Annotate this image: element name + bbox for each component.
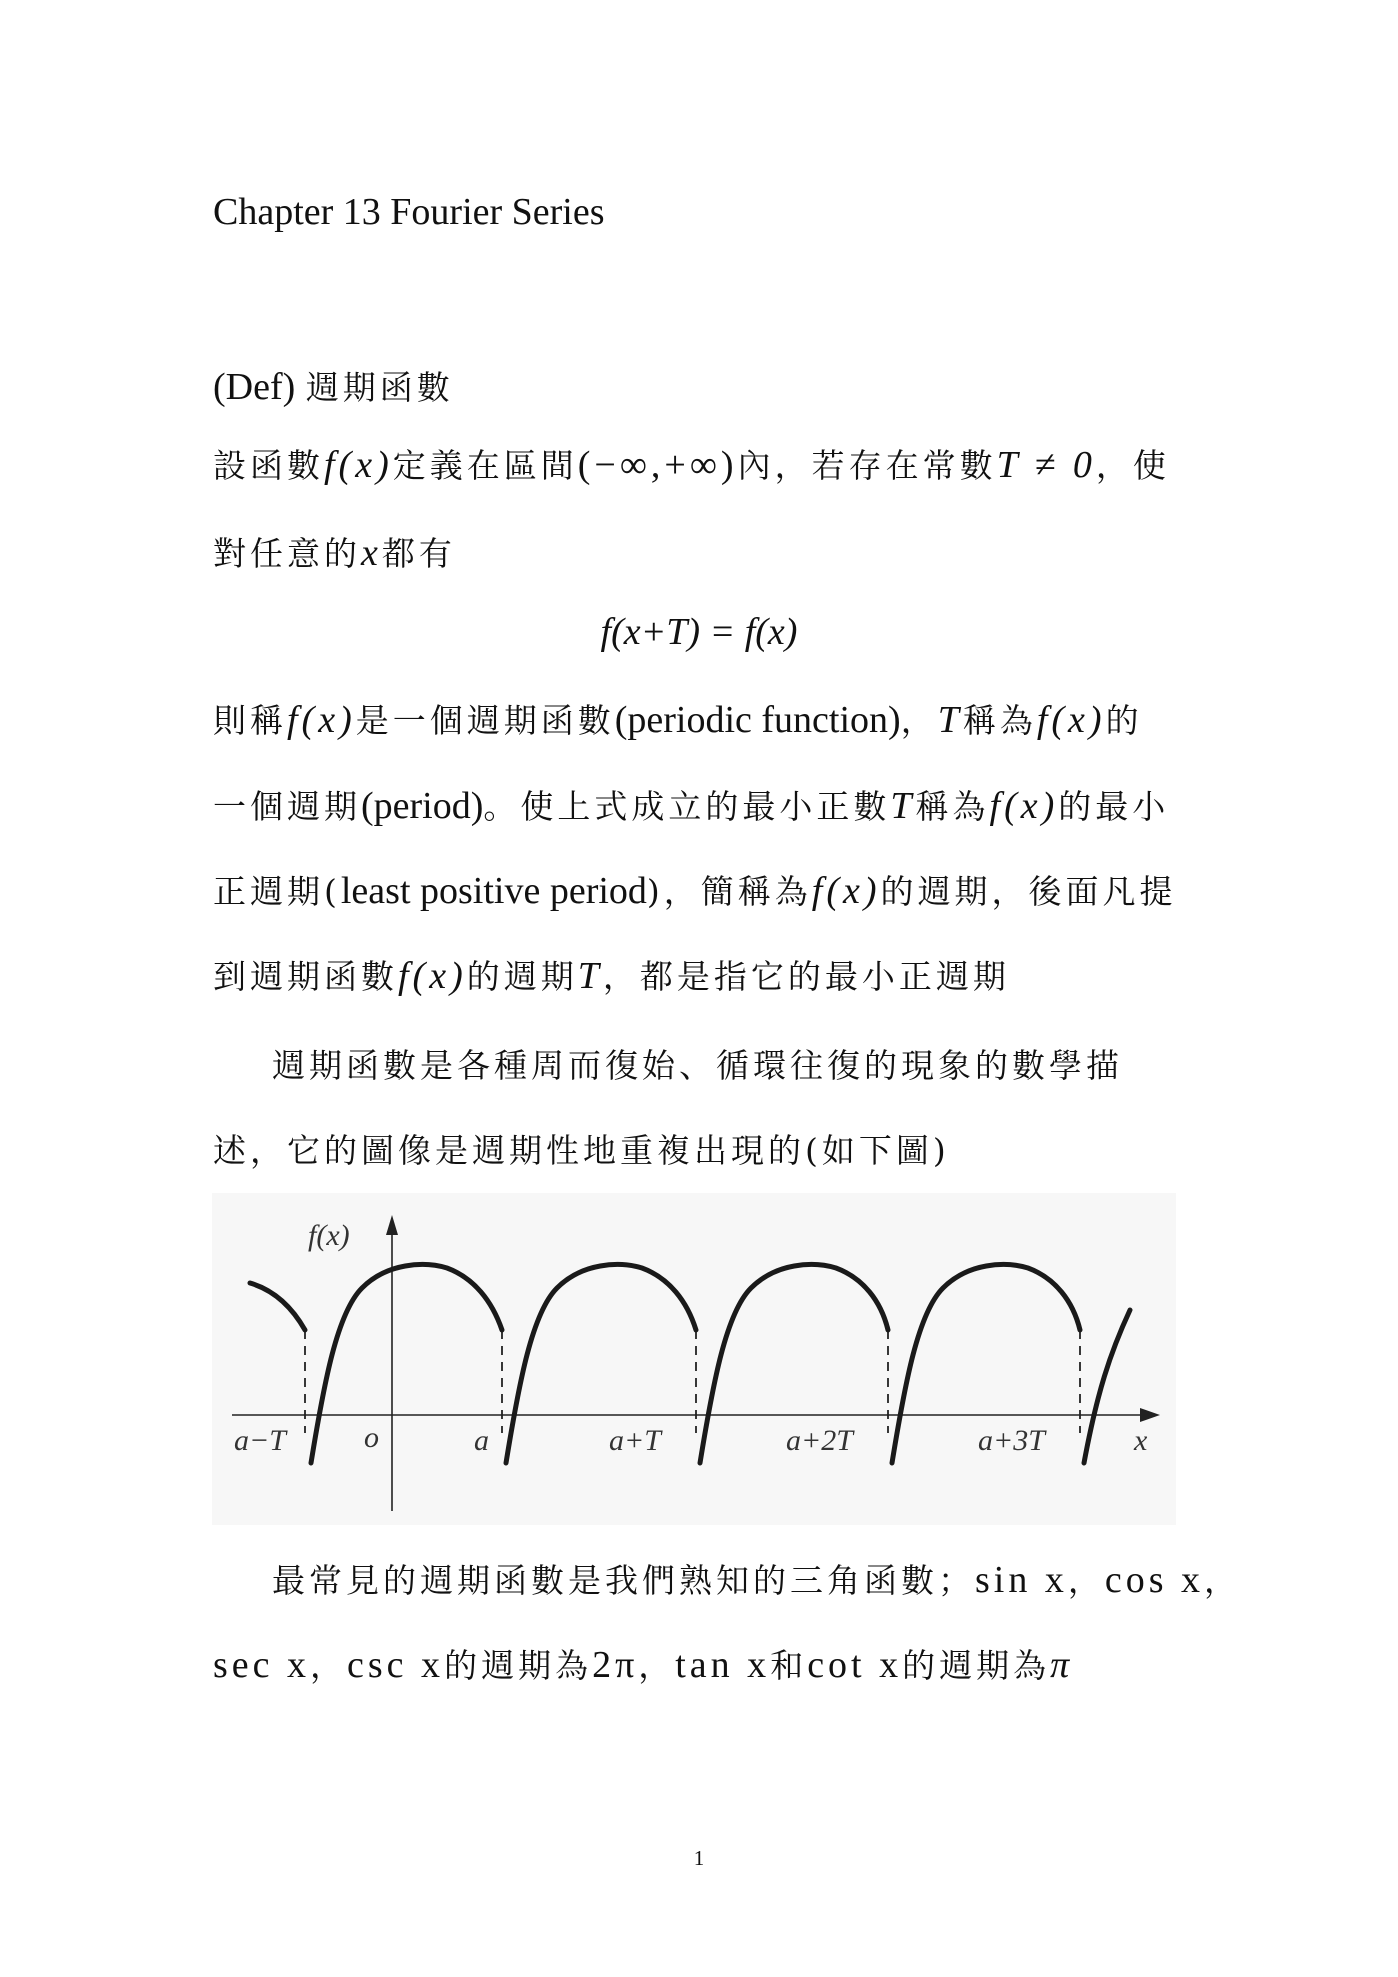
math-x: x (361, 532, 382, 574)
text: ， (1204, 1561, 1242, 1600)
tick-a-plus-3T: a+3T (978, 1424, 1045, 1457)
para1-line1 (213, 440, 1170, 487)
math-fx: f(x) (989, 785, 1059, 827)
para2-line3 (213, 866, 1177, 913)
tick-a-plus-2T: a+2T (786, 1424, 853, 1457)
para4-line2 (213, 1640, 1073, 1687)
text: 是一個週期函數 (355, 701, 615, 740)
text: ， (638, 1646, 676, 1685)
para3-line2: 述，它的圖像是週期性地重複出現的(如下圖) (213, 1131, 950, 1170)
math-2pi: 2π (592, 1644, 639, 1686)
text: ，使 (1095, 446, 1170, 485)
text: 都有 (381, 534, 456, 573)
math-csc: csc x (347, 1644, 445, 1686)
text: 最常見的週期函數是我們熟知的三角函數； (272, 1561, 975, 1600)
text: 對任意的 (213, 534, 361, 573)
text: ， (900, 701, 938, 740)
def-label: (Def) (213, 366, 296, 408)
math-sec: sec x (213, 1644, 311, 1686)
text: ， (310, 1646, 348, 1685)
math-sin: sin x (975, 1559, 1068, 1601)
text: 內，若存在常數 (737, 446, 997, 485)
text: 和 (770, 1646, 808, 1685)
text: ， (1067, 1561, 1105, 1600)
text: 的 (1105, 701, 1143, 740)
para2-line1 (213, 695, 1143, 742)
math-interval: (−∞,+∞) (577, 444, 738, 486)
text: 的週期，後面凡提 (880, 872, 1177, 911)
text: 的週期為 (902, 1646, 1051, 1685)
page-number: 1 (693, 1846, 705, 1870)
math-T: T (937, 699, 963, 741)
math-cos: cos x (1104, 1559, 1205, 1601)
text: ，都是指它的最小正週期 (602, 957, 1010, 996)
math-fx: f(x) (811, 870, 881, 912)
origin-label: o (364, 1421, 379, 1454)
math-cot: cot x (807, 1644, 903, 1686)
math-fx: f(x) (398, 955, 467, 997)
text: 正週期( (213, 872, 341, 911)
text: 稱為 (915, 787, 990, 826)
para1-line2 (213, 528, 456, 575)
x-axis-label: x (1134, 1424, 1148, 1457)
periodic-equation: f(x+T) = f(x) (600, 611, 798, 653)
text: 到週期函數 (213, 957, 398, 996)
math-fx: f(x) (324, 444, 393, 486)
text: 一個週期 (213, 787, 361, 826)
math-condition: T ≠ 0 (996, 444, 1096, 486)
text: 定義在區間 (392, 446, 578, 485)
para3-line1: 週期函數是各種周而復始、循環往復的現象的數學描 (272, 1046, 1123, 1085)
y-axis-label: f(x) (308, 1219, 350, 1252)
math-pi: π (1050, 1644, 1074, 1686)
text: 的最小 (1058, 787, 1170, 826)
figure-background (212, 1193, 1176, 1525)
text: 則稱 (213, 701, 287, 740)
text: 。使上式成立的最小正數 (483, 787, 891, 826)
periodic-function-figure (212, 1193, 1176, 1525)
text: 的週期為 (444, 1646, 593, 1685)
chapter-title: Chapter 13 Fourier Series (213, 191, 605, 233)
math-fx: f(x) (287, 699, 356, 741)
text: 稱為 (962, 701, 1037, 740)
text: 設函數 (213, 446, 324, 485)
tick-a-minus-T: a−T (234, 1424, 286, 1457)
english-term: least positive period (340, 870, 647, 912)
definition-heading (213, 362, 454, 409)
english-term: (periodic function) (614, 699, 901, 741)
english-term: (period) (361, 785, 484, 827)
def-title: 週期函數 (305, 368, 454, 407)
para2-line2 (213, 781, 1169, 828)
tick-a-plus-T: a+T (609, 1424, 661, 1457)
para2-line4 (213, 951, 1010, 998)
math-T: T (577, 955, 603, 997)
text: )，簡稱為 (646, 872, 812, 911)
tick-a: a (474, 1424, 489, 1457)
math-tan: tan x (675, 1644, 771, 1686)
text: 的週期 (466, 957, 578, 996)
math-T: T (890, 785, 916, 827)
para4-line1 (272, 1555, 1241, 1602)
math-fx: f(x) (1036, 699, 1106, 741)
